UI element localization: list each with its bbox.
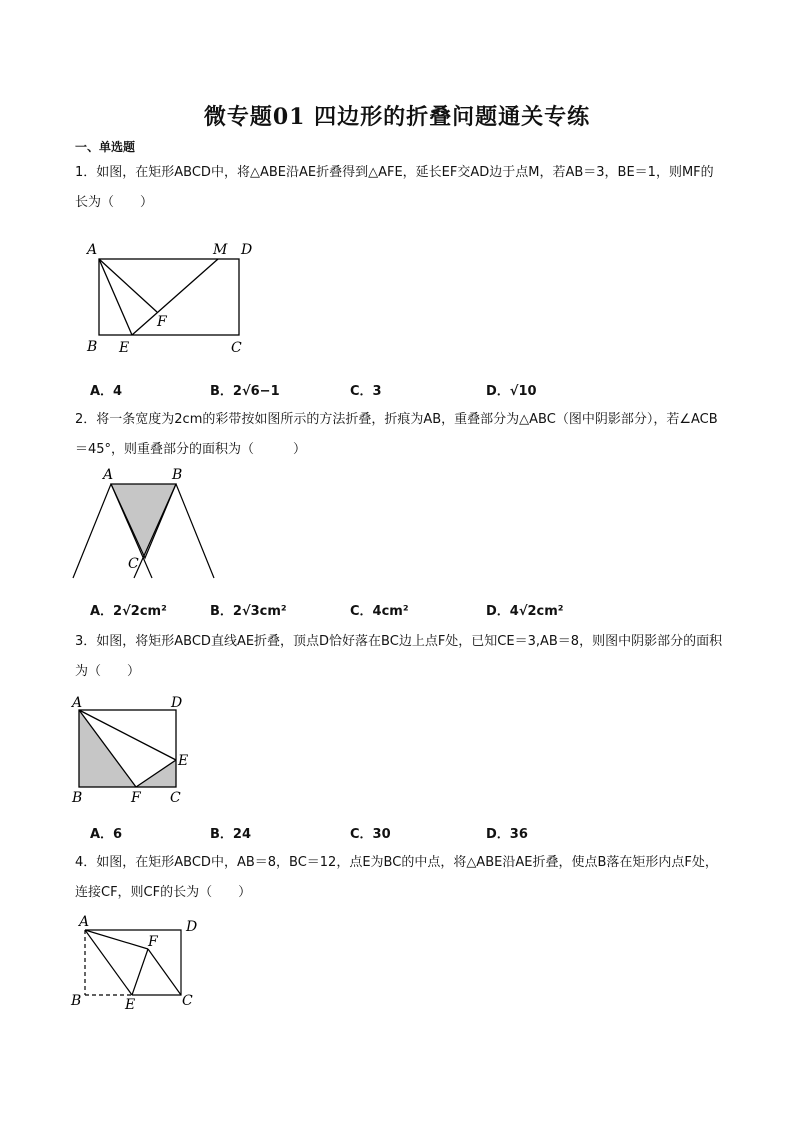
section-heading: 一、单选题 bbox=[75, 140, 136, 154]
label-D: D bbox=[171, 695, 183, 711]
option-b[interactable]: B．24 bbox=[210, 827, 251, 842]
label-C: C bbox=[128, 556, 139, 572]
option-a[interactable]: A．2√2cm² bbox=[90, 604, 167, 619]
label-F: F bbox=[148, 934, 158, 950]
label-M: M bbox=[213, 242, 228, 258]
label-E: E bbox=[178, 753, 189, 769]
label-C: C bbox=[170, 790, 181, 806]
label-A: A bbox=[103, 467, 114, 483]
label-D: D bbox=[241, 242, 253, 258]
option-d[interactable]: D．√10 bbox=[486, 384, 537, 399]
label-A: A bbox=[79, 914, 90, 930]
label-B: B bbox=[172, 467, 183, 483]
label-C: C bbox=[231, 340, 242, 356]
label-D: D bbox=[186, 919, 198, 935]
label-B: B bbox=[71, 993, 82, 1009]
question-2-figure bbox=[68, 466, 220, 584]
option-a[interactable]: A．6 bbox=[90, 827, 123, 842]
label-E: E bbox=[119, 340, 130, 356]
option-c[interactable]: C．4cm² bbox=[350, 604, 409, 619]
question-1-figure bbox=[85, 240, 255, 358]
label-F: F bbox=[157, 314, 167, 330]
option-b[interactable]: B．2√6−1 bbox=[210, 384, 280, 399]
option-d[interactable]: D．36 bbox=[486, 827, 528, 842]
label-F: F bbox=[131, 790, 141, 806]
question-1-text: 1．如图，在矩形ABCD中，将△ABE沿AE折叠得到△AFE，延长EF交AD边于点M，若AB＝3，BE＝1，则MF的长为（ ） bbox=[75, 165, 714, 210]
question-3-figure bbox=[68, 694, 198, 806]
label-B: B bbox=[87, 339, 98, 355]
question-3-text: 3．如图，将矩形ABCD直线AE折叠，顶点D恰好落在BC边上点F处，已知CE＝3,AB＝8，则图中阴影部分的面积为（ ） bbox=[75, 634, 723, 679]
question-4-figure bbox=[68, 913, 203, 1013]
question-2-text: 2．将一条宽度为2cm的彩带按如图所示的方法折叠，折痕为AB，重叠部分为△ABC（图中阴影部分），若∠ACB＝45°，则重叠部分的面积为（ ） bbox=[75, 412, 718, 457]
page-title: 微专题01 四边形的折叠问题通关专练 bbox=[203, 104, 591, 130]
option-d[interactable]: D．4√2cm² bbox=[486, 604, 564, 619]
question-4-text: 4．如图，在矩形ABCD中，AB＝8，BC＝12，点E为BC的中点，将△ABE沿AE折叠，使点B落在矩形内点F处，连接CF，则CF的长为（ ） bbox=[75, 855, 718, 900]
label-B: B bbox=[72, 790, 83, 806]
option-b[interactable]: B．2√3cm² bbox=[210, 604, 287, 619]
label-A: A bbox=[72, 695, 83, 711]
label-A: A bbox=[87, 242, 98, 258]
label-C: C bbox=[182, 993, 193, 1009]
option-c[interactable]: C．3 bbox=[350, 384, 382, 399]
option-c[interactable]: C．30 bbox=[350, 827, 391, 842]
option-a[interactable]: A．4 bbox=[90, 384, 123, 399]
label-E: E bbox=[125, 997, 136, 1013]
